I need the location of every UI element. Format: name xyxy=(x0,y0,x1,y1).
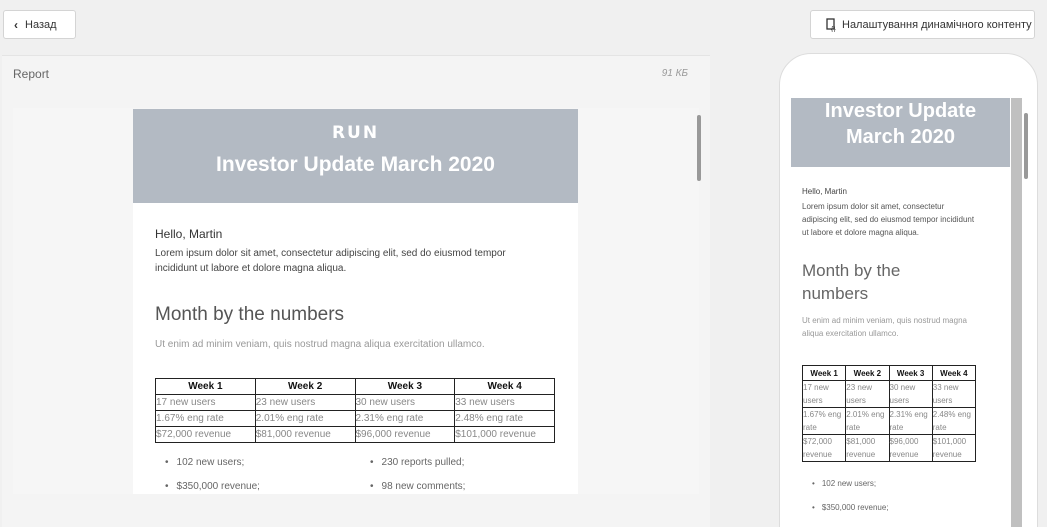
table-cell: 1.67% eng rate xyxy=(803,408,846,435)
table-row xyxy=(803,381,976,408)
mobile-headline-line-2: March 2020 xyxy=(846,126,955,148)
dynamic-content-icon xyxy=(825,18,839,32)
list-item xyxy=(165,457,370,468)
table-cell: $81,000 revenue xyxy=(255,427,355,443)
mobile-section-title: Month by the numbers xyxy=(802,261,901,303)
bullet-icon: • xyxy=(165,457,169,468)
email-content xyxy=(133,109,578,494)
top-toolbar xyxy=(0,0,1047,48)
table-cell: 2.01% eng rate xyxy=(846,408,889,435)
mobile-weekly-stats-table xyxy=(802,365,976,462)
table-header-cell: Week 4 xyxy=(932,366,975,381)
table-cell: 23 new users xyxy=(846,381,889,408)
table-cell: 17 new users xyxy=(803,381,846,408)
mobile-preview-frame xyxy=(779,53,1038,527)
table-header-cell: Week 1 xyxy=(803,366,846,381)
report-size: 91 КБ xyxy=(661,68,688,79)
back-button[interactable] xyxy=(3,10,76,39)
table-cell: 2.48% eng rate xyxy=(932,408,975,435)
list-item xyxy=(812,495,1000,519)
table-header-cell: Week 1 xyxy=(156,379,256,395)
dynamic-content-settings-label: Налаштування динамічного контенту xyxy=(842,18,1032,31)
table-cell: $101,000 revenue xyxy=(455,427,555,443)
section-title: Month by the numbers xyxy=(155,304,345,325)
list-item-text: 98 new comments; xyxy=(381,481,466,492)
desktop-preview-scrollbar[interactable] xyxy=(697,115,701,181)
section-subtitle: Ut enim ad minim veniam, quis nostrud magna aliqua exercitation ullamco. xyxy=(155,339,485,350)
report-title: Report xyxy=(13,67,50,81)
table-cell: 1.67% eng rate xyxy=(156,411,256,427)
bullet-icon: • xyxy=(370,481,374,492)
table-cell: 33 new users xyxy=(455,395,555,411)
table-cell: 2.31% eng rate xyxy=(355,411,455,427)
mobile-scrollbar-thumb[interactable] xyxy=(1024,113,1028,179)
table-cell: 30 new users xyxy=(355,395,455,411)
list-item xyxy=(370,481,550,492)
table-header-cell: Week 3 xyxy=(889,366,932,381)
table-cell: $101,000 revenue xyxy=(932,435,975,462)
table-cell: 2.01% eng rate xyxy=(255,411,355,427)
list-item xyxy=(165,481,370,492)
mobile-email-intro: Lorem ipsum dolor sit amet, consectetur adipiscing elit, sed do eiusmod tempor incididunt ut labore et dolore magna aliqua. xyxy=(802,202,975,237)
table-row xyxy=(156,427,555,443)
list-item-text: $350,000 revenue; xyxy=(821,502,889,512)
brand-logo: RUN xyxy=(331,123,380,143)
bullet-icon: • xyxy=(812,478,815,488)
table-header-cell: Week 3 xyxy=(355,379,455,395)
email-intro: Lorem ipsum dolor sit amet, consectetur adipiscing elit, sed do eiusmod tempor incididunt ut labore et dolore magna aliqua. xyxy=(155,248,506,274)
email-headline: Investor Update March 2020 xyxy=(216,153,495,176)
mobile-email-greeting: Hello, Martin xyxy=(802,187,847,196)
table-cell: $96,000 revenue xyxy=(889,435,932,462)
bullet-icon: • xyxy=(370,457,374,468)
mobile-stats-bullet-list xyxy=(802,471,1000,519)
table-header-cell: Week 2 xyxy=(255,379,355,395)
list-item-text: 230 reports pulled; xyxy=(381,457,465,468)
table-header-row xyxy=(803,366,976,381)
table-row xyxy=(156,395,555,411)
dynamic-content-settings-button[interactable] xyxy=(810,10,1035,39)
table-row xyxy=(803,435,976,462)
table-header-cell: Week 4 xyxy=(455,379,555,395)
table-row xyxy=(156,411,555,427)
bullet-icon: • xyxy=(812,502,815,512)
table-cell: 23 new users xyxy=(255,395,355,411)
table-cell: 30 new users xyxy=(889,381,932,408)
mobile-section-subtitle: Ut enim ad minim veniam, quis nostrud magna aliqua exercitation ullamco. xyxy=(802,316,967,338)
back-button-label: Назад xyxy=(25,18,57,31)
mobile-email-body xyxy=(791,167,1010,519)
mobile-email-preview[interactable] xyxy=(791,98,1010,527)
table-header-row xyxy=(156,379,555,395)
desktop-email-preview[interactable] xyxy=(13,108,699,494)
list-item-text: 102 new users; xyxy=(821,478,877,488)
bullet-icon: • xyxy=(165,481,169,492)
list-item-text: $350,000 revenue; xyxy=(176,481,260,492)
table-cell: $96,000 revenue xyxy=(355,427,455,443)
list-item xyxy=(370,457,550,468)
table-cell: 33 new users xyxy=(932,381,975,408)
email-body xyxy=(133,203,578,492)
table-cell: $72,000 revenue xyxy=(156,427,256,443)
table-cell: 2.31% eng rate xyxy=(889,408,932,435)
list-item-text: 102 new users; xyxy=(176,457,245,468)
stats-bullet-list xyxy=(155,457,556,492)
desktop-preview-pane xyxy=(2,55,710,527)
mobile-email-header xyxy=(791,98,1010,167)
weekly-stats-table xyxy=(155,378,555,443)
svg-text:{}: {} xyxy=(831,26,836,32)
table-header-cell: Week 2 xyxy=(846,366,889,381)
chevron-left-icon: ‹ xyxy=(14,17,18,32)
email-greeting: Hello, Martin xyxy=(155,227,223,241)
mobile-headline-line-1: Investor Update xyxy=(824,100,977,122)
mobile-scroll-track[interactable] xyxy=(1011,98,1022,527)
email-header xyxy=(133,109,578,203)
table-cell: $81,000 revenue xyxy=(846,435,889,462)
table-cell: $72,000 revenue xyxy=(803,435,846,462)
table-cell: 2.48% eng rate xyxy=(455,411,555,427)
table-cell: 17 new users xyxy=(156,395,256,411)
list-item xyxy=(812,471,1000,495)
table-row xyxy=(803,408,976,435)
